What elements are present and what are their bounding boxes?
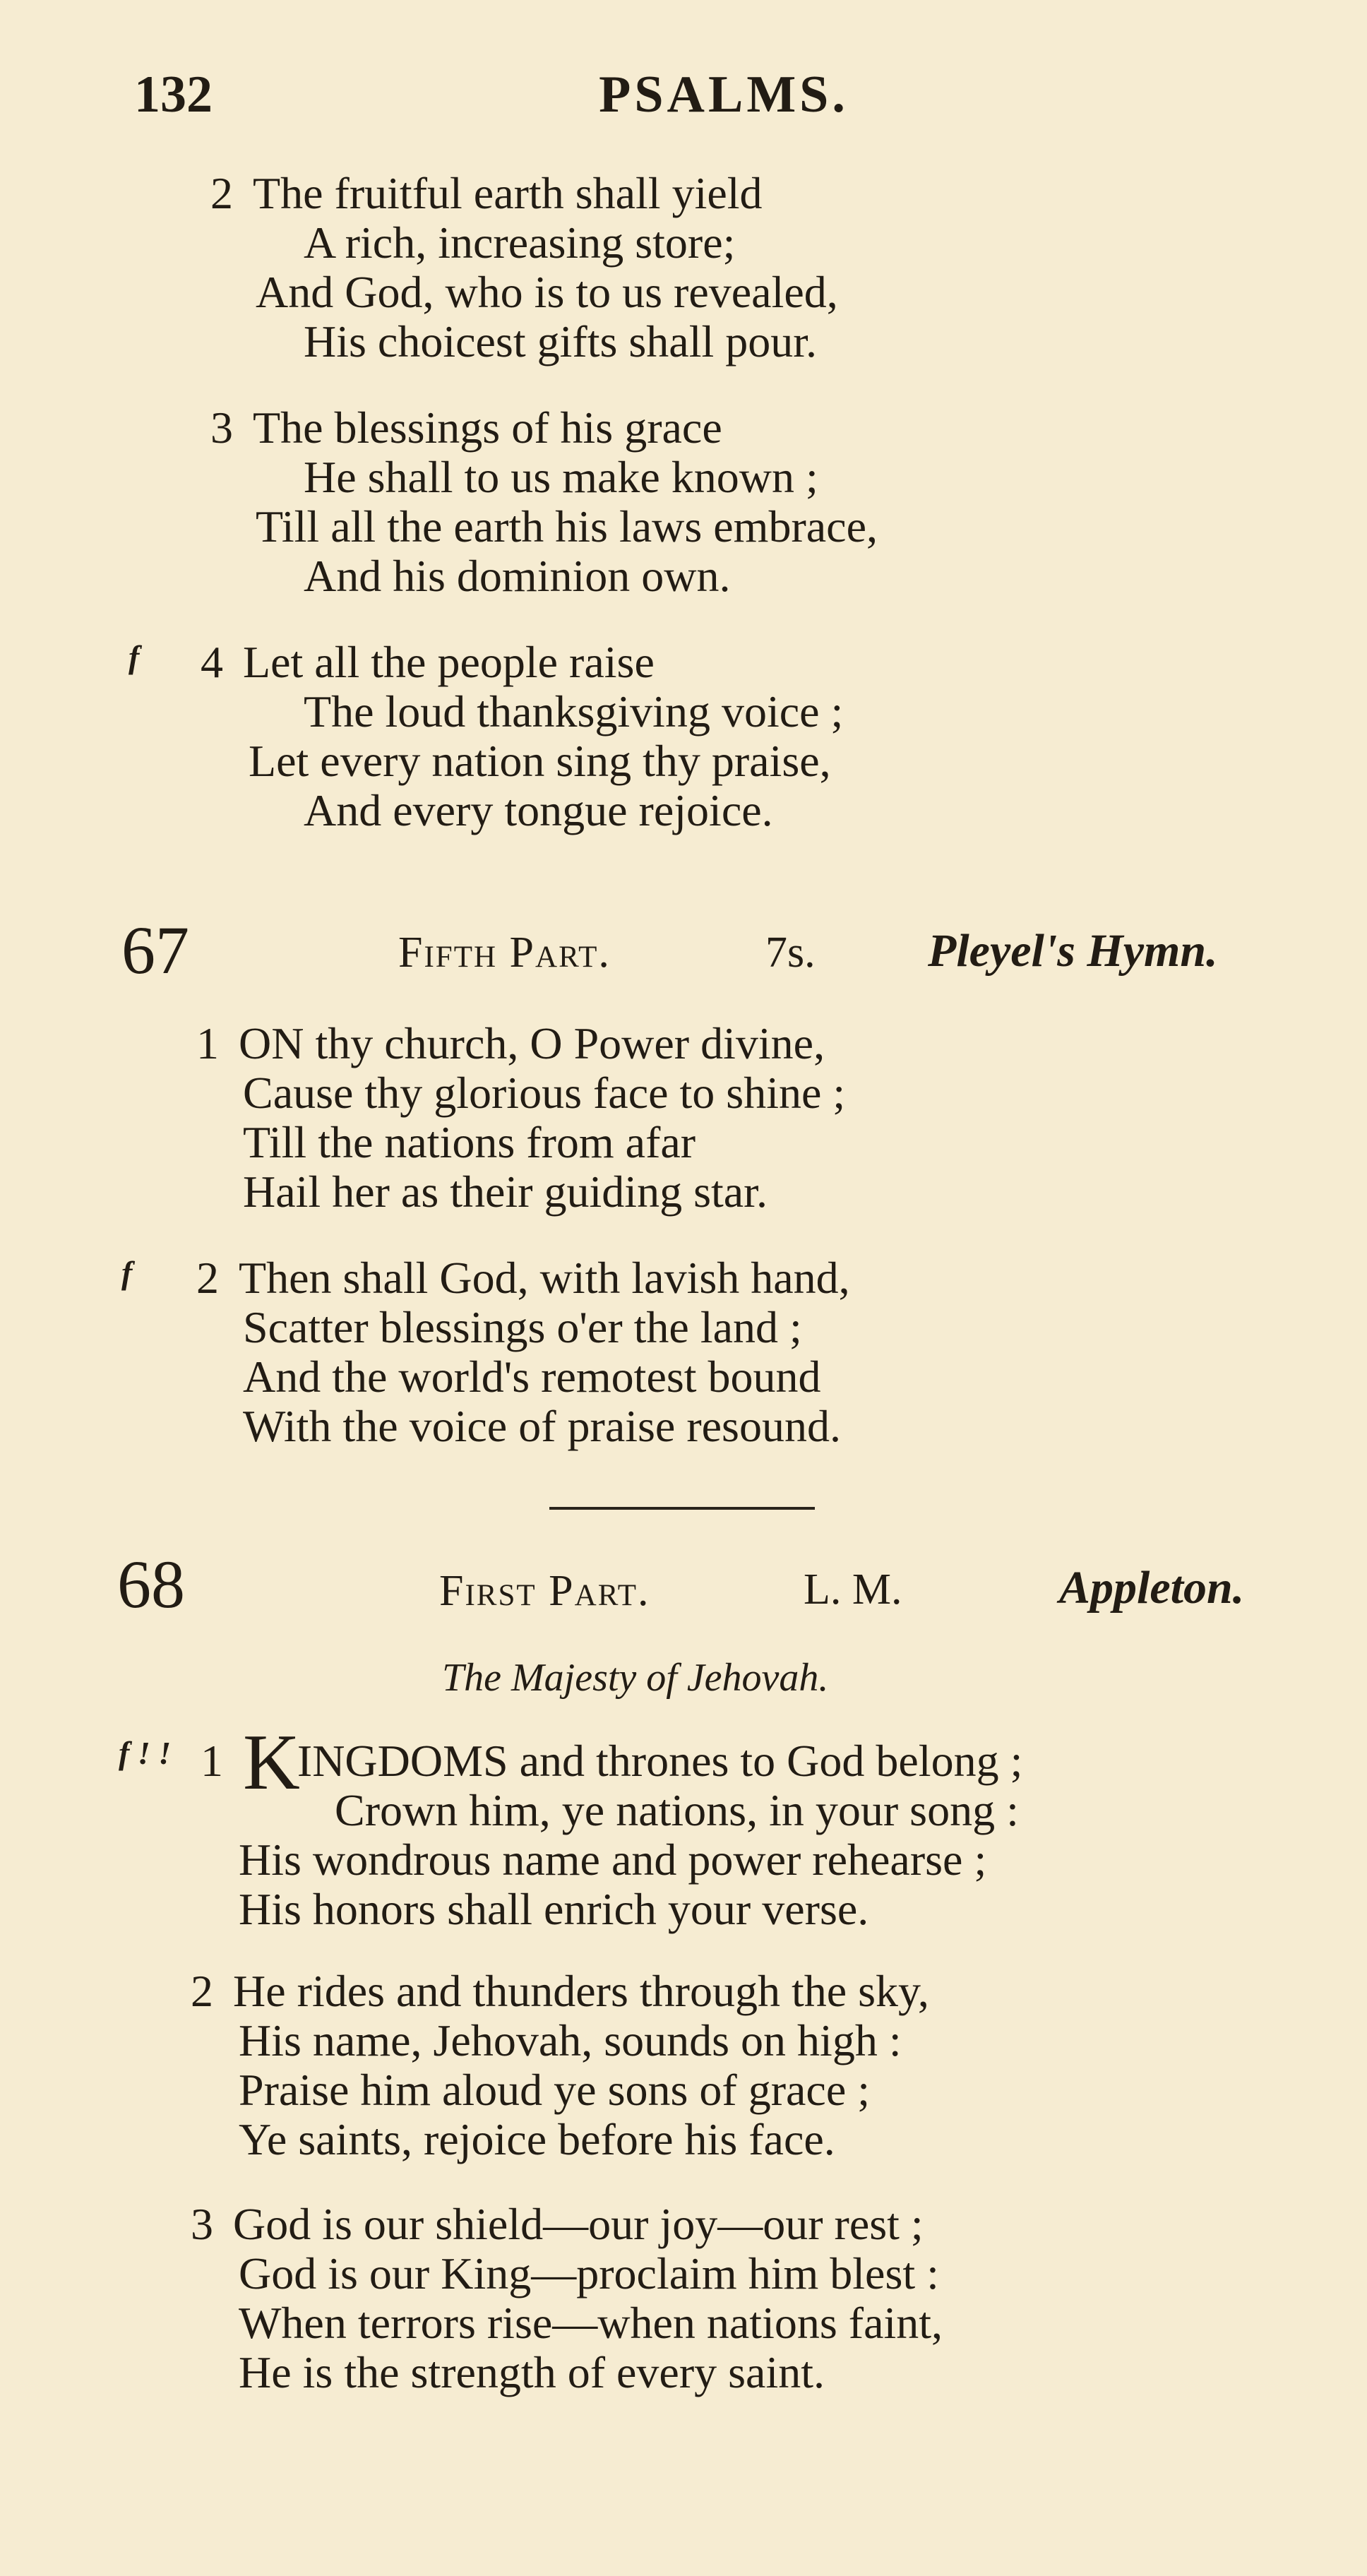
- stanza-line: 1 KINGDOMS and thrones to God belong ;: [201, 1719, 1023, 1806]
- stanza-line: Ye saints, rejoice before his face.: [239, 2114, 835, 2164]
- stanza-line: 2 The fruitful earth shall yield: [210, 168, 763, 218]
- stanza-line: Till the nations from afar: [243, 1117, 696, 1167]
- stanza-line: God is our King—proclaim him blest :: [239, 2248, 939, 2298]
- stanza-line: His wondrous name and power rehearse ;: [239, 1835, 987, 1885]
- stanza-line: Cause thy glorious face to shine ;: [243, 1068, 846, 1118]
- hymn-subtitle: The Majesty of Jehovah.: [442, 1656, 829, 1700]
- dynamic-mark: f: [129, 639, 140, 675]
- stanza-line: And his dominion own.: [304, 551, 731, 601]
- stanza-line: Scatter blessings o'er the land ;: [243, 1302, 802, 1352]
- tune-name: Pleyel's Hymn.: [928, 925, 1218, 977]
- stanza-line: Praise him aloud ye sons of grace ;: [239, 2065, 870, 2115]
- stanza-line: And God, who is to us revealed,: [256, 267, 838, 317]
- stanza-line: Hail her as their guiding star.: [243, 1167, 768, 1217]
- dynamic-mark: f ! !: [119, 1735, 172, 1771]
- stanza-line: Till all the earth his laws embrace,: [256, 501, 878, 551]
- stanza-line: With the voice of praise resound.: [243, 1401, 841, 1451]
- page-number: 132: [134, 66, 213, 124]
- tune-name: Appleton.: [1059, 1562, 1245, 1614]
- stanza-line: 3 God is our shield—our joy—our rest ;: [191, 2199, 924, 2249]
- stanza-line: Crown him, ye nations, in your song :: [335, 1785, 1019, 1835]
- stanza-line: Let every nation sing thy praise,: [249, 736, 831, 786]
- running-head: PSALMS.: [599, 66, 849, 124]
- page-header: [134, 65, 1271, 129]
- stanza-line: When terrors rise—when nations faint,: [239, 2298, 943, 2348]
- stanza-line: 2 He rides and thunders through the sky,: [191, 1966, 929, 2016]
- stanza-line: He is the strength of every saint.: [239, 2347, 825, 2397]
- stanza-line: His choicest gifts shall pour.: [304, 316, 818, 366]
- stanza-line: He shall to us make known ;: [304, 452, 818, 502]
- hymn-part: Fifth Part.: [398, 929, 611, 977]
- stanza-line: 1 ON thy church, O Power divine,: [196, 1018, 825, 1068]
- hymn-part: First Part.: [439, 1567, 650, 1615]
- stanza-line: 4 Let all the people raise: [201, 637, 655, 687]
- section-divider: [549, 1507, 815, 1510]
- hymn-meter: 7s.: [765, 929, 816, 977]
- stanza-line: And every tongue rejoice.: [304, 785, 773, 835]
- drop-cap-initial: K: [243, 1719, 297, 1806]
- stanza-line: And the world's remotest bound: [243, 1352, 821, 1402]
- hymn-number: 67: [121, 912, 189, 988]
- hymn-meter: L. M.: [804, 1566, 902, 1614]
- hymn-number: 68: [117, 1546, 185, 1622]
- stanza-line: 2 Then shall God, with lavish hand,: [196, 1253, 850, 1303]
- stanza-line: His name, Jehovah, sounds on high :: [239, 2015, 902, 2065]
- dynamic-mark: f: [121, 1255, 133, 1291]
- stanza-line: The loud thanksgiving voice ;: [304, 686, 844, 737]
- stanza-line: His honors shall enrich your verse.: [239, 1884, 869, 1934]
- stanza-line: A rich, increasing store;: [304, 217, 736, 268]
- stanza-line: 3 The blessings of his grace: [210, 402, 722, 453]
